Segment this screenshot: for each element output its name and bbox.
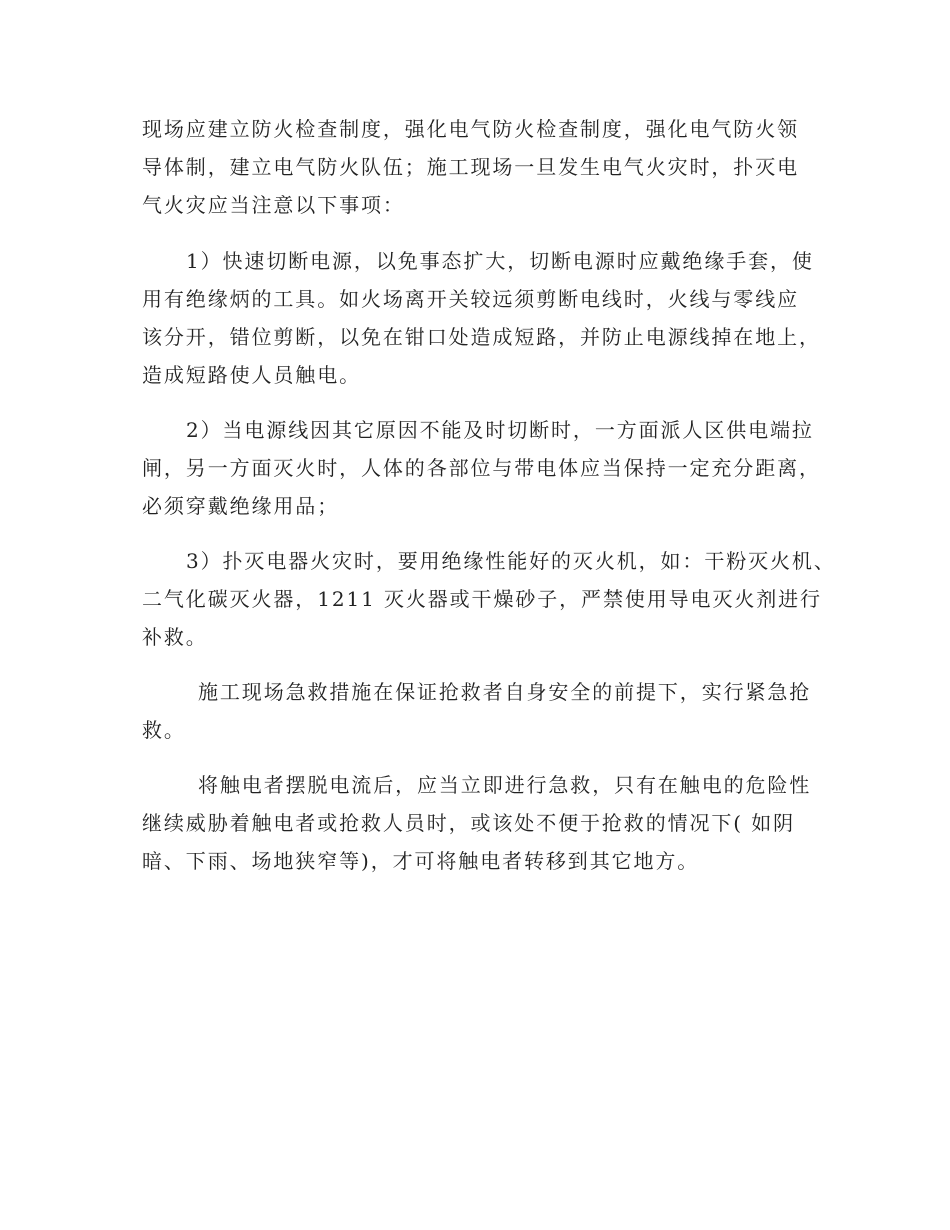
text-line: 继续威胁着触电者或抢救人员时，或该处不便于抢救的情况下( 如阴 — [142, 811, 796, 835]
text-line: 该分开，错位剪断，以免在钳口处造成短路，并防止电源线掉在地上， — [142, 325, 821, 349]
paragraph-item-2-keep-distance — [142, 411, 822, 525]
document-body — [142, 110, 836, 880]
text-line: 将触电者摆脱电流后，应当立即进行急救，只有在触电的危险性 — [198, 773, 812, 797]
paragraph-rescue-transfer — [142, 766, 822, 880]
text-line: 暗、下雨、场地狭窄等)，才可将触电者转移到其它地方。 — [142, 849, 700, 873]
text-line: 3）扑灭电器火灾时，要用绝缘性能好的灭火机，如：干粉灭火机、 — [186, 549, 836, 573]
paragraph-item-3-extinguishers — [142, 542, 836, 656]
text-line: 施工现场急救措施在保证抢救者自身安全的前提下，实行紧急抢 — [198, 680, 812, 704]
text-line: 2）当电源线因其它原因不能及时切断时，一方面派人区供电端拉 — [186, 418, 814, 442]
paragraph-item-1-cut-power — [142, 242, 822, 394]
text-line: 现场应建立防火检查制度，强化电气防火检查制度，强化电气防火领 — [142, 117, 799, 141]
text-line: 补救。 — [142, 625, 208, 649]
text-line: 闸，另一方面灭火时，人体的各部位与带电体应当保持一定充分距离， — [142, 456, 821, 480]
text-line: 造成短路使人员触电。 — [142, 363, 361, 387]
text-line: 用有绝缘炳的工具。如火场离开关较远须剪断电线时，火线与零线应 — [142, 287, 799, 311]
text-line: 导体制，建立电气防火队伍；施工现场一旦发生电气火灾时，扑灭电 — [142, 155, 799, 179]
text-line: 二气化碳灭火器，1211 灭火器或干燥砂子，严禁使用导电灭火剂进行 — [142, 587, 822, 611]
text-line: 气火灾应当注意以下事项： — [142, 193, 405, 217]
paragraph-fire-prevention-intro — [142, 110, 822, 224]
text-line: 救。 — [142, 718, 186, 742]
text-line: 1）快速切断电源，以免事态扩大，切断电源时应戴绝缘手套，使 — [186, 249, 814, 273]
paragraph-first-aid-measures — [142, 673, 822, 749]
text-line: 必须穿戴绝缘用品； — [142, 494, 340, 518]
